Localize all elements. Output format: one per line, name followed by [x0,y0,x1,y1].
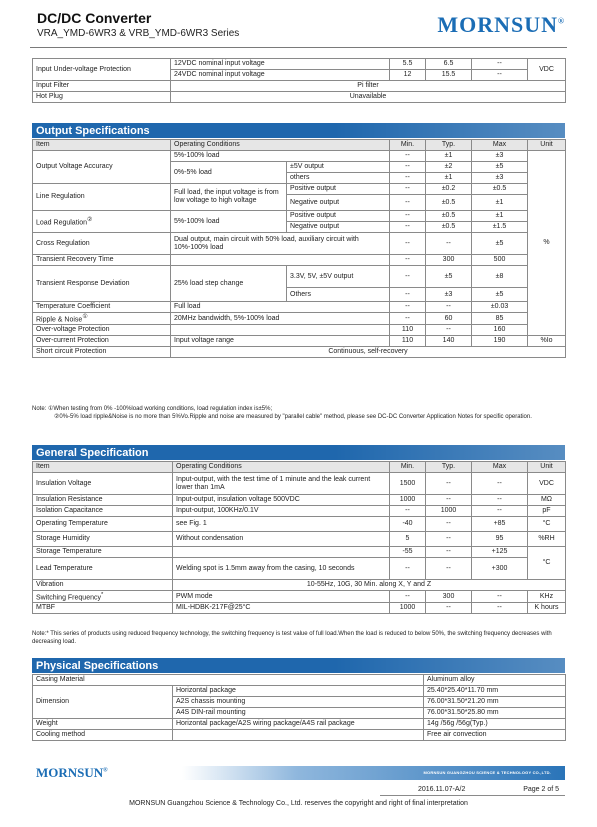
cond: 20MHz bandwidth, 5%-100% load [171,313,390,325]
casing-label: Casing Material [33,675,424,686]
typ: -- [426,325,472,336]
typ: -- [426,517,472,532]
footer-logo: MORNSUN® [36,765,108,780]
cond: 0%-5% load [171,162,287,184]
min: -- [390,313,426,325]
typ: ±1 [426,151,472,162]
table-row [33,313,566,325]
company-name: MORNSUN GUANGZHOU SCIENCE & TECHNOLOGY CO.,LTD. [423,770,551,775]
typ: -- [426,603,472,614]
min: -- [390,255,426,266]
table-row [33,302,566,313]
table-row [33,603,566,614]
min: 110 [390,336,426,347]
sub-cond: Positive output [287,184,390,195]
cond: PWM mode [173,591,390,603]
casing-value: Aluminum alloy [424,675,566,686]
typ: 60 [426,313,472,325]
col-min: Min. [390,462,426,473]
cond: Full load [171,302,390,313]
max: -- [472,495,528,506]
uv-max: -- [472,59,528,70]
package: A4S DIN-rail mounting [173,708,424,719]
cooling-value: Free air convection [424,730,566,741]
uv-typ: 15.5 [426,70,472,81]
table-header-row [33,462,566,473]
package [173,730,424,741]
typ: -- [426,532,472,547]
ripple-label: Ripple & Noise① [33,313,171,325]
recovery-label: Transient Recovery Time [33,255,171,266]
section-title-general: General Specification [32,445,565,460]
item: Insulation Voltage [33,473,173,495]
unit: °C [528,517,566,532]
table-row [33,675,566,686]
min: -- [390,506,426,517]
table-row [33,473,566,495]
page-number: Page 2 of 5 [523,786,559,793]
min: 1500 [390,473,426,495]
col-cond: Operating Conditions [171,140,390,151]
sub-cond: Others [287,288,390,302]
item: Storage Humidity [33,532,173,547]
table-row [33,255,566,266]
table-row [33,591,566,603]
physical-spec-table [32,674,566,741]
max: +85 [472,517,528,532]
max: ±8 [472,266,528,288]
item: Switching Frequency* [33,591,173,603]
min: -- [390,591,426,603]
min: 110 [390,325,426,336]
max: +125 [472,547,528,558]
max: ±5 [472,162,528,173]
cond: 25% load step change [171,266,287,302]
max: ±1 [472,195,528,211]
cond: see Fig. 1 [173,517,390,532]
table-row [33,325,566,336]
weight-value: 14g /56g /56g(Typ.) [424,719,566,730]
uv-cond: 24VDC nominal input voltage [171,70,390,81]
weight-label: Weight [33,719,173,730]
min: 1000 [390,603,426,614]
page-footer [32,762,565,782]
typ: 300 [426,255,472,266]
section-title-physical: Physical Specifications [32,658,565,673]
sub-cond: others [287,173,390,184]
typ: -- [426,473,472,495]
cond [171,325,390,336]
typ: 140 [426,336,472,347]
sub-cond: ±5V output [287,162,390,173]
max: ±1 [472,211,528,222]
col-cond: Operating Conditions [173,462,390,473]
typ: ±0.5 [426,195,472,211]
page-header [0,0,597,52]
cond: MIL-HDBK-217F@25°C [173,603,390,614]
ovp-label: Over-voltage Protection [33,325,171,336]
table-row [33,532,566,547]
footer-rule [380,795,565,796]
package: Horizontal package/A2S wiring package/A4S rail package [173,719,424,730]
col-unit: Unit [528,140,566,151]
col-min: Min. [390,140,426,151]
min: -- [390,151,426,162]
header-rule [30,47,567,48]
table-row [33,59,566,70]
item: Lead Temperature [33,558,173,580]
sub-cond: Positive output [287,211,390,222]
item: Vibration [33,580,173,591]
ocp-label: Over-current Protection [33,336,171,347]
min: -- [390,211,426,222]
min: -- [390,184,426,195]
sub-cond: Negative output [287,222,390,233]
max: ±5 [472,233,528,255]
min: -- [390,233,426,255]
min: 1000 [390,495,426,506]
typ: -- [426,547,472,558]
scp-value: Continuous, self-recovery [171,347,566,358]
table-row [33,92,566,103]
col-item: Item [33,140,171,151]
filter-value: Pi filter [171,81,566,92]
max: -- [472,473,528,495]
size: 76.00*31.50*21.20 mm [424,697,566,708]
col-typ: Typ. [426,462,472,473]
cond: Welding spot is 1.5mm away from the casing, 10 seconds [173,558,390,580]
cond: Dual output, main circuit with 50% load, auxiliary circuit with 10%-100% load [171,233,390,255]
table-row [33,558,566,580]
table-row [33,547,566,558]
cond: Input-output, insulation voltage 500VDC [173,495,390,506]
min: -- [390,173,426,184]
filter-label: Input Filter [33,81,171,92]
min: -- [390,302,426,313]
table-row [33,266,566,288]
table-row [33,719,566,730]
hotplug-value: Unavailable [171,92,566,103]
item: MTBF [33,603,173,614]
brand-logo: MORNSUN® [437,12,565,37]
col-max: Max [472,140,528,151]
doc-series: VRA_YMD-6WR3 & VRB_YMD-6WR3 Series [37,28,240,39]
size: 25.40*25.40*11.70 mm [424,686,566,697]
typ: ±5 [426,266,472,288]
col-item: Item [33,462,173,473]
accuracy-label: Output Voltage Accuracy [33,151,171,184]
max: -- [472,506,528,517]
table-row [33,506,566,517]
unit: %Io [528,336,566,347]
cooling-label: Cooling method [33,730,173,741]
cond: Input voltage range [171,336,390,347]
typ: ±1 [426,173,472,184]
revision-date: 2016.11.07-A/2 [418,786,466,793]
typ: -- [426,233,472,255]
max: -- [472,603,528,614]
uv-unit: VDC [528,59,566,81]
unit: KHz [528,591,566,603]
min: -40 [390,517,426,532]
max: ±1.5 [472,222,528,233]
uv-label: Input Under-voltage Protection [33,59,171,81]
typ: -- [426,558,472,580]
unit: K hours [528,603,566,614]
max: 190 [472,336,528,347]
note-line: Note: ①When testing from 0% -100%load working conditions, load regulation index is±5%; [32,406,273,412]
table-row [33,730,566,741]
max: 95 [472,532,528,547]
output-note [32,405,565,421]
sub-cond: 3.3V, 5V, ±5V output [287,266,390,288]
min: -- [390,266,426,288]
doc-title: DC/DC Converter [37,10,152,26]
table-row [33,81,566,92]
hotplug-label: Hot Plug [33,92,171,103]
cond: Full load, the input voltage is from low voltage to high voltage [171,184,287,211]
pct-unit: % [528,151,566,336]
max: ±0.5 [472,184,528,195]
cond: Without condensation [173,532,390,547]
unit: MΩ [528,495,566,506]
typ: ±2 [426,162,472,173]
unit: VDC [528,473,566,495]
max: -- [472,591,528,603]
min: -- [390,195,426,211]
max: 160 [472,325,528,336]
table-row [33,495,566,506]
col-unit: Unit [528,462,566,473]
item: Insulation Resistance [33,495,173,506]
col-typ: Typ. [426,140,472,151]
uv-min: 12 [390,70,426,81]
min: 5 [390,532,426,547]
col-max: Max [472,462,528,473]
table-row [33,686,566,697]
typ: ±0.2 [426,184,472,195]
min: -- [390,288,426,302]
typ: ±0.5 [426,222,472,233]
sub-cond: Negative output [287,195,390,211]
item: Storage Temperature [33,547,173,558]
typ: 1000 [426,506,472,517]
table-row [33,151,566,162]
section-title-output: Output Specifications [32,123,565,138]
uv-cond: 12VDC nominal input voltage [171,59,390,70]
item: Isolation Capacitance [33,506,173,517]
table-row [33,580,566,591]
cond: Input-output, 100KHz/0.1V [173,506,390,517]
unit: %RH [528,532,566,547]
table-row [33,233,566,255]
max: 85 [472,313,528,325]
unit: pF [528,506,566,517]
table-header-row [33,140,566,151]
line-reg-label: Line Regulation [33,184,171,211]
note-line: ②0%-5% load ripple&Noise is no more than 5%Vo.Ripple and noise are measured by "parallel cable" method, please see DC-DC Converter Application Notes for specific operation. [54,414,532,420]
package: A2S chassis mounting [173,697,424,708]
item: Operating Temperature [33,517,173,532]
typ: ±0.5 [426,211,472,222]
cond: 5%-100% load [171,151,390,162]
cross-reg-label: Cross Regulation [33,233,171,255]
min: -- [390,162,426,173]
typ: -- [426,302,472,313]
max: +300 [472,558,528,580]
input-spec-table [32,58,566,103]
output-spec-table [32,139,566,358]
max: ±3 [472,173,528,184]
unit: °C [528,547,566,580]
cond [171,255,390,266]
load-reg-label: Load Regulation② [33,211,171,233]
copyright-text: MORNSUN Guangzhou Science & Technology Co., Ltd. reserves the copyright and right of final interpretation [129,800,468,807]
cond: Input-output, with the test time of 1 minute and the leak current lower than 1mA [173,473,390,495]
table-row [33,347,566,358]
dimension-label: Dimension [33,686,173,719]
min: -55 [390,547,426,558]
footer-band [182,766,565,780]
min: -- [390,222,426,233]
max: 500 [472,255,528,266]
response-label: Transient Response Deviation [33,266,171,302]
general-note: Note:* This series of products using reduced frequency technology, the switching frequency is test value of full load.When the load is reduced to below 50%, the switching frequency decreases with decreasing load. [32,631,552,645]
scp-label: Short circuit Protection [33,347,171,358]
typ: 300 [426,591,472,603]
typ: -- [426,495,472,506]
general-spec-table [32,461,566,614]
max: ±5 [472,288,528,302]
table-row [33,184,566,195]
uv-typ: 6.5 [426,59,472,70]
max: ±0.03 [472,302,528,313]
cond: 5%-100% load [171,211,287,233]
table-row [33,517,566,532]
package: Horizontal package [173,686,424,697]
table-row [33,211,566,222]
uv-max: -- [472,70,528,81]
uv-min: 5.5 [390,59,426,70]
typ: ±3 [426,288,472,302]
tempco-label: Temperature Coefficient [33,302,171,313]
max: ±3 [472,151,528,162]
size: 76.00*31.50*25.80 mm [424,708,566,719]
cond [173,547,390,558]
vibration-value: 10-55Hz, 10G, 30 Min. along X, Y and Z [173,580,566,591]
table-row [33,336,566,347]
min: -- [390,558,426,580]
